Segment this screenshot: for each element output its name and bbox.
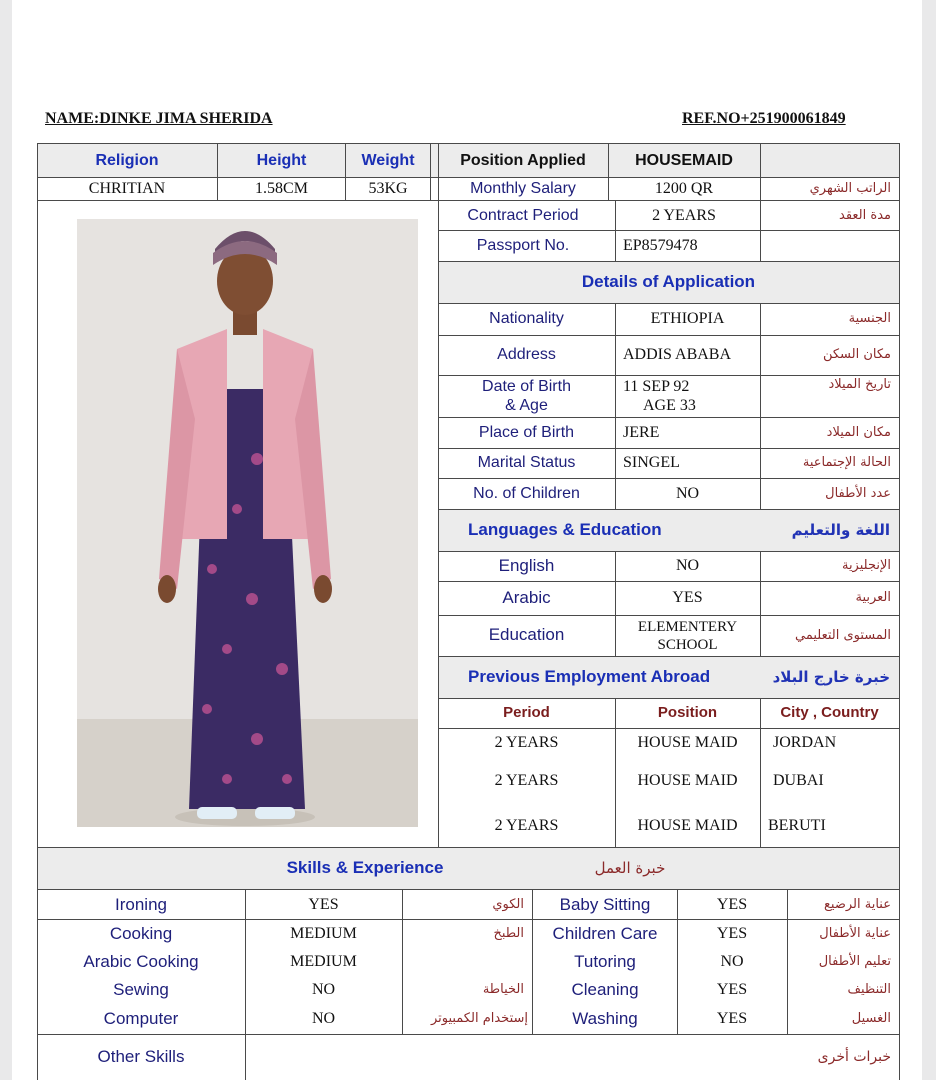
other-skills-label: Other Skills xyxy=(97,1046,185,1066)
skill-right-3-value: NO xyxy=(720,953,744,971)
languages-title: Languages & Education xyxy=(468,519,662,539)
employment-row-2-period: 2 YEARS xyxy=(494,772,559,790)
grid-line xyxy=(615,200,616,261)
grid-line xyxy=(438,698,900,699)
religion-label: Religion xyxy=(95,151,159,169)
grid-line xyxy=(37,200,438,201)
skill-left-2-arabic: الطبخ xyxy=(493,926,524,942)
skill-right-2-arabic: عناية الأطفال xyxy=(819,926,891,942)
grid-line xyxy=(217,143,218,200)
skills-title: Skills & Experience xyxy=(286,857,444,877)
skill-left-4-arabic: الخياطة xyxy=(482,982,524,998)
skills-title-arabic: خبرة العمل xyxy=(594,859,666,877)
grid-line xyxy=(438,335,900,336)
employment-title: Previous Employment Abroad xyxy=(468,666,711,686)
english-arabic: الإنجليزية xyxy=(841,558,891,574)
contract-value: 2 YEARS xyxy=(652,207,716,225)
period-header: Period xyxy=(503,704,550,721)
nationality-arabic: الجنسية xyxy=(848,311,891,327)
grid-line xyxy=(615,551,616,656)
dob-value xyxy=(615,375,760,417)
grid-line xyxy=(760,303,761,509)
skill-left-5-value: NO xyxy=(311,1010,336,1028)
salary-value: 1200 QR xyxy=(654,180,714,198)
skill-left-1-arabic: الكوي xyxy=(492,897,524,913)
employment-row-2-country: DUBAI xyxy=(773,772,824,790)
weight-label: Weight xyxy=(361,151,415,169)
skill-left-5-arabic: إستخدام الكمبيوتر xyxy=(430,1011,528,1027)
employment-row-1-country: JORDAN xyxy=(773,734,837,752)
skill-left-2-label: Cooking xyxy=(109,923,173,943)
skill-right-3-arabic: تعليم الأطفال xyxy=(818,954,891,970)
passport-label: Passport No. xyxy=(476,237,570,255)
skill-right-5-arabic: الغسيل xyxy=(851,1011,891,1027)
position-header: Position xyxy=(657,704,718,721)
salary-label: Monthly Salary xyxy=(470,180,576,198)
employment-title-arabic: خبرة خارج البلاد xyxy=(772,668,890,686)
marital-arabic: الحالة الإجتماعية xyxy=(802,455,891,471)
details-title: Details of Application xyxy=(581,271,756,291)
grid-line xyxy=(438,478,900,479)
marital-value: SINGEL xyxy=(623,454,680,472)
reference-number: REF.NO+251900061849 xyxy=(682,110,846,127)
employment-row-3-country: BERUTI xyxy=(768,816,826,834)
skill-left-2-value: MEDIUM xyxy=(290,925,357,943)
grid-line xyxy=(615,698,616,847)
grid-line xyxy=(438,615,900,616)
country-header: City , Country xyxy=(780,704,879,721)
grid-line xyxy=(37,143,900,144)
grid-line xyxy=(760,551,761,656)
grid-line xyxy=(37,919,900,920)
grid-line xyxy=(438,581,900,582)
grid-line xyxy=(245,889,246,1080)
education-arabic: المستوى التعليمي xyxy=(795,627,891,643)
grid-line xyxy=(438,200,900,201)
position-value: HOUSEMAID xyxy=(635,151,733,169)
arabic-value: YES xyxy=(672,589,703,607)
employment-row-2-position: HOUSE MAID xyxy=(637,772,738,790)
grid-line xyxy=(37,847,900,848)
english-value: NO xyxy=(675,557,700,575)
dob-label xyxy=(438,375,615,417)
skill-left-3-arabic xyxy=(402,948,532,976)
dob-arabic: تاريخ الميلاد xyxy=(828,377,891,393)
skill-right-3-label: Tutoring xyxy=(574,951,636,971)
grid-line xyxy=(37,889,900,890)
skill-left-1-value: YES xyxy=(308,896,339,914)
grid-line xyxy=(438,656,900,657)
height-label: Height xyxy=(256,151,307,169)
grid-line xyxy=(438,230,900,231)
dob-label-line2: & Age xyxy=(505,397,548,414)
grid-line xyxy=(438,303,900,304)
grid-line xyxy=(430,143,431,200)
pob-label: Place of Birth xyxy=(478,423,575,441)
skill-right-2-label: Children Care xyxy=(552,923,658,943)
education-value xyxy=(615,615,760,656)
employment-row-1-position: HOUSE MAID xyxy=(637,734,738,752)
skill-left-5-label: Computer xyxy=(103,1008,179,1028)
education-label: Education xyxy=(488,625,565,645)
skill-right-5-value: YES xyxy=(716,1010,748,1028)
address-value: ADDIS ABABA xyxy=(623,346,732,364)
nationality-value: ETHIOPIA xyxy=(650,310,725,328)
employment-row-1-period: 2 YEARS xyxy=(494,734,559,752)
height-value: 1.58CM xyxy=(255,180,308,198)
candidate-name: NAME:DINKE JIMA SHERIDA xyxy=(45,110,273,127)
dob-label-line1: Date of Birth xyxy=(482,377,571,395)
grid-line xyxy=(899,143,900,1080)
dob-age: AGE 33 xyxy=(643,397,696,414)
grid-line xyxy=(532,889,533,1034)
grid-line xyxy=(438,509,900,510)
languages-title-arabic: اللغة والتعليم xyxy=(791,521,890,539)
address-label: Address xyxy=(497,346,556,364)
children-arabic: عدد الأطفال xyxy=(825,485,891,501)
grid-line xyxy=(402,889,403,1034)
grid-line xyxy=(438,375,900,376)
skill-left-3-label: Arabic Cooking xyxy=(83,951,199,971)
candidate-photo xyxy=(77,219,418,827)
grid-line xyxy=(438,417,900,418)
grid-line xyxy=(345,143,346,200)
grid-line xyxy=(438,551,900,552)
skill-right-1-arabic: عناية الرضيع xyxy=(824,897,891,913)
grid-line xyxy=(37,1034,900,1035)
pob-value: JERE xyxy=(623,423,660,441)
children-label: No. of Children xyxy=(473,484,580,502)
skill-right-4-arabic: التنظيف xyxy=(847,982,891,998)
grid-line xyxy=(438,143,439,847)
skill-right-2-value: YES xyxy=(716,925,748,943)
grid-line xyxy=(438,728,900,729)
education-line1: ELEMENTERY xyxy=(637,618,738,635)
contract-arabic: مدة العقد xyxy=(839,208,891,224)
grid-line xyxy=(37,177,900,178)
position-label: Position Applied xyxy=(460,151,586,169)
grid-line xyxy=(37,143,38,1080)
skill-left-4-value: NO xyxy=(311,981,336,999)
grid-line xyxy=(615,303,616,509)
salary-arabic: الراتب الشهري xyxy=(809,181,891,197)
arabic-arabic: العربية xyxy=(855,590,891,606)
skill-right-4-value: YES xyxy=(716,981,748,999)
skill-right-5-label: Washing xyxy=(572,1008,638,1028)
education-line2: SCHOOL xyxy=(657,636,718,653)
nationality-label: Nationality xyxy=(489,310,564,328)
religion-value: CHRITIAN xyxy=(88,180,166,198)
address-arabic: مكان السكن xyxy=(822,347,891,363)
passport-value: EP8579478 xyxy=(623,237,698,255)
skill-left-4-label: Sewing xyxy=(113,979,169,999)
grid-line xyxy=(438,261,900,262)
skill-right-1-label: Baby Sitting xyxy=(559,894,651,914)
contract-label: Contract Period xyxy=(467,207,579,225)
grid-line xyxy=(677,889,678,1034)
skill-left-3-value: MEDIUM xyxy=(290,953,357,971)
arabic-label: Arabic xyxy=(502,587,551,607)
marital-label: Marital Status xyxy=(477,454,576,472)
children-value: NO xyxy=(675,484,700,502)
english-label: English xyxy=(498,555,555,575)
employment-row-3-period: 2 YEARS xyxy=(494,816,559,834)
grid-line xyxy=(760,143,761,261)
grid-line xyxy=(760,698,761,847)
grid-line xyxy=(608,143,609,200)
other-skills-arabic: خبرات أخرى xyxy=(817,1048,891,1065)
grid-line xyxy=(438,448,900,449)
employment-row-3-position: HOUSE MAID xyxy=(637,816,738,834)
grid-line xyxy=(787,889,788,1034)
dob-date: 11 SEP 92 xyxy=(623,377,690,395)
skill-right-4-label: Cleaning xyxy=(571,979,639,999)
pob-arabic: مكان الميلاد xyxy=(826,424,891,440)
skill-left-1-label: Ironing xyxy=(115,894,167,914)
weight-value: 53KG xyxy=(368,180,408,198)
skill-right-1-value: YES xyxy=(716,896,748,914)
